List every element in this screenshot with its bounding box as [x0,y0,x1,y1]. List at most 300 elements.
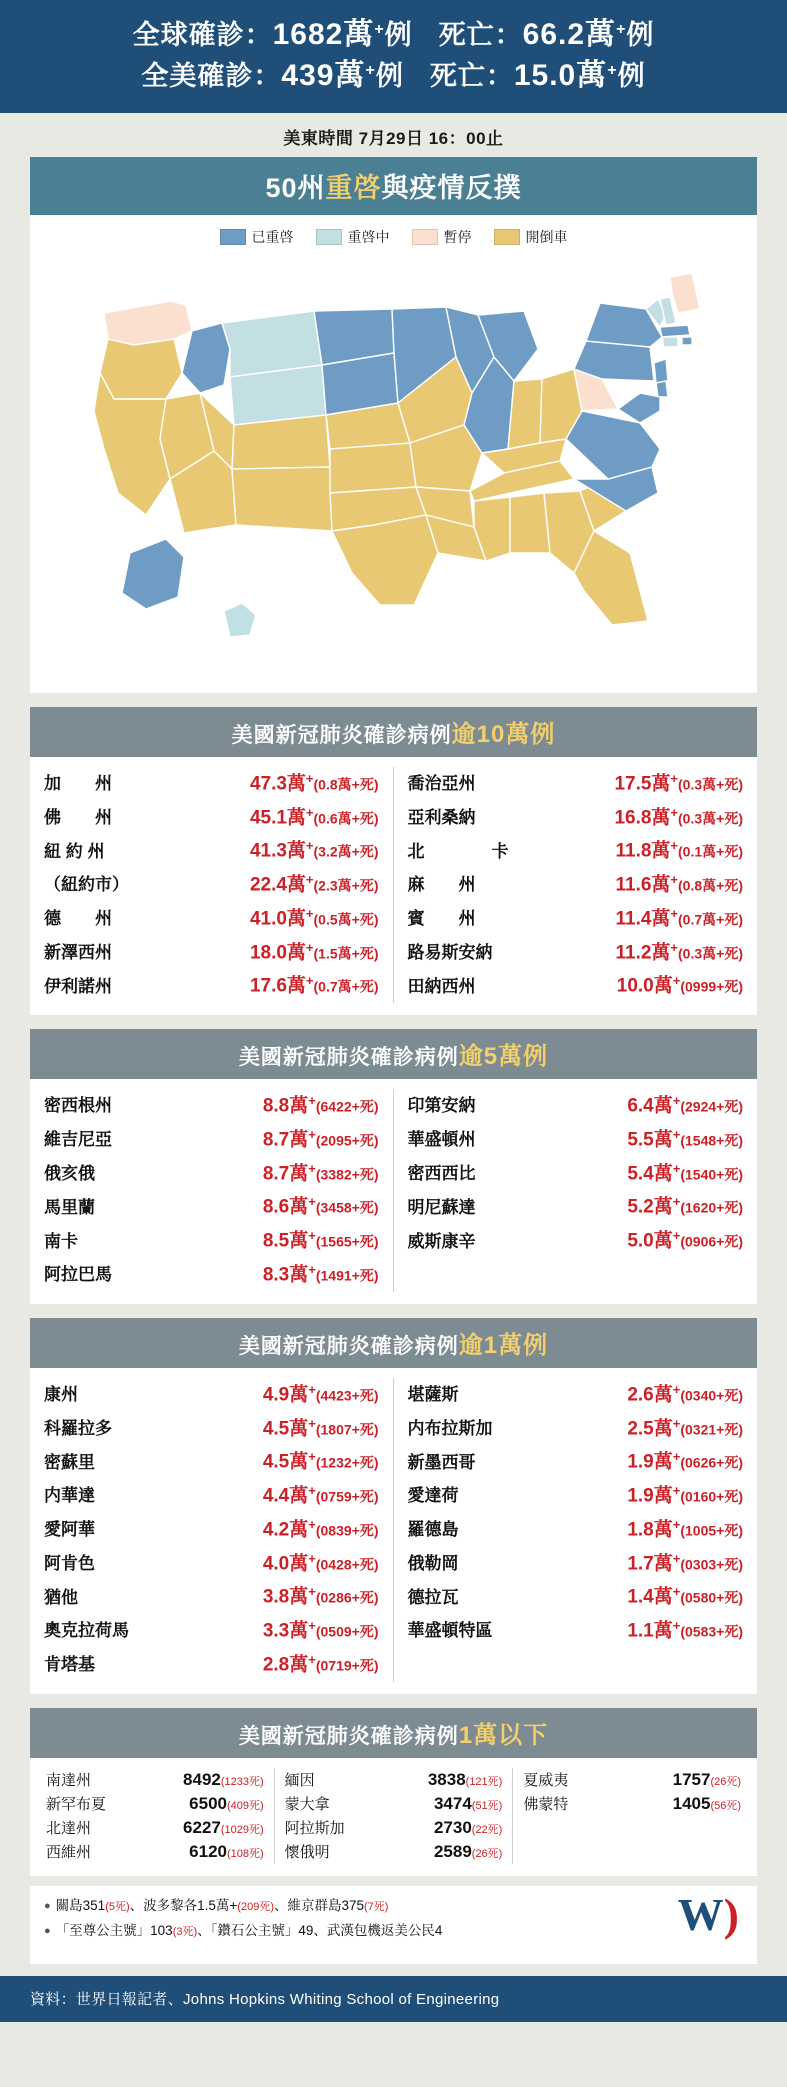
state-deaths: (0.7萬 [678,911,717,928]
state-name: 新澤西州 [44,942,112,962]
state-cases: 45.1萬 [249,806,306,828]
table-row [408,1157,744,1191]
table-row [44,969,379,1003]
state-cases: 16.8萬 [614,806,671,828]
table-row [408,1123,744,1157]
colon-3: ： [253,61,282,92]
state-cases: 1.7萬 [627,1552,673,1574]
deaths-plus: + [716,1132,725,1149]
table-row [408,868,744,902]
state-name: 蒙大拿 [284,1796,330,1814]
global-deaths-unit: 例 [626,20,655,50]
state-name: 肯塔基 [44,1655,95,1675]
state-cases: 11.4萬 [615,908,671,930]
state-deaths: (0580 [680,1589,717,1606]
usa-summary-line [0,55,787,96]
deaths-tail: 死) [724,1098,743,1115]
note-grand-princess: 「至尊公主號」103 [55,1922,173,1938]
state-cases: 3.8萬 [262,1586,309,1608]
table-row [408,1412,744,1446]
state-cases: 11.8萬 [615,840,671,862]
state-virginia [566,411,660,479]
plus-sign: + [308,1261,316,1277]
state-name: 阿拉巴馬 [44,1265,112,1285]
state-name: 亞利桑納 [407,807,476,827]
deaths-tail: 死) [359,1199,379,1216]
state-name: 密蘇里 [44,1452,95,1472]
note-guam-deaths: (5死) [105,1900,130,1913]
state-cases: 8.8萬 [262,1095,309,1117]
state-name: 内華達 [44,1486,95,1506]
state-deaths: (2095 [315,1132,352,1149]
plus-sign: + [672,1449,681,1465]
deaths-plus: + [716,1522,725,1539]
plus-sign: + [305,770,314,786]
state-name: 科羅拉多 [44,1418,112,1438]
state-deaths: (0.1萬 [678,843,717,860]
legend-item-reopening [316,227,390,247]
deaths-plus: + [716,1488,725,1505]
table-row [44,1412,379,1446]
state-cases: 1757 [672,1770,711,1790]
state-deaths: (6422 [315,1098,352,1115]
state-deaths: (0839 [315,1522,352,1539]
deaths-plus: + [351,1233,360,1250]
table-row [44,834,379,868]
list-item [285,1816,503,1840]
legend-swatch-reopened [220,229,246,245]
table-row [408,1614,744,1648]
plus-sign: + [308,1126,316,1142]
state-deaths: (0.3萬 [678,776,717,793]
table-row [44,1445,379,1479]
state-cases: 8492 [183,1770,221,1790]
section-title-over-10k [30,1318,757,1368]
deaths-plus: + [351,978,360,995]
state-cases: 2.5萬 [627,1417,673,1439]
legend-label-rollback: 開倒車 [525,228,568,245]
state-deaths: (26死) [710,1776,742,1789]
plus-sign: + [670,872,679,888]
deaths-plus: + [351,911,360,928]
deaths-tail: 死) [359,1132,379,1149]
state-name: 德 州 [44,909,112,929]
plus-sign: + [308,1449,316,1465]
state-name: 俄亥俄 [44,1164,95,1183]
deaths-tail: 死) [359,776,379,793]
table-row [408,1378,744,1412]
column-right-2 [394,1089,758,1292]
deaths-plus: + [351,1420,360,1437]
global-cases-unit: 例 [384,20,413,50]
state-cases: 1.9萬 [627,1485,673,1507]
state-deaths: (0906 [680,1233,717,1250]
table-row [408,1224,744,1258]
state-deaths: (0303 [680,1555,717,1572]
state-deaths: (1620 [680,1199,717,1216]
state-oregon [100,339,182,399]
state-deaths: (1491 [315,1267,352,1284]
deaths-plus: + [716,877,725,894]
state-name: 印第安納 [407,1096,476,1116]
state-cases: 4.5萬 [262,1417,309,1439]
state-name: 康州 [44,1385,78,1405]
state-cases: 2730 [433,1818,472,1838]
state-deaths: (51死) [471,1800,503,1813]
deaths-plus: + [716,978,725,995]
deaths-tail: 死) [724,1420,743,1437]
deaths-tail: 死) [359,944,379,961]
plus-sign: + [305,905,314,921]
plus-sign: + [305,973,314,989]
plus-sign: + [672,1516,681,1532]
global-summary-line [0,14,787,55]
state-deaths: (1807 [315,1420,352,1437]
deaths-plus: + [351,1387,360,1404]
state-cases: 11.6萬 [615,874,671,896]
state-deaths: (1233死) [220,1776,264,1789]
deaths-tail: 死) [724,843,743,860]
plus-sign: + [305,838,314,854]
plus-sign: + [670,838,679,854]
deaths-tail: 死) [724,1522,743,1539]
deaths-tail: 死) [724,911,743,928]
deaths-tail: 死) [724,1387,743,1404]
state-deaths: (2.3萬 [313,877,352,894]
deaths-tail: 死) [359,1166,379,1182]
section-title-under-10k [30,1708,757,1758]
map-title-prefix: 50州 [265,172,326,203]
deaths-tail: 死) [724,1199,743,1216]
deaths-plus: + [351,1589,360,1606]
bullet-icon: ● [44,1924,51,1937]
column-right-1 [394,767,758,1003]
table-row [408,1479,744,1513]
list-item [285,1840,503,1864]
table-row [408,902,744,936]
note-puertorico-deaths: (209死) [237,1900,274,1913]
deaths-tail: 死) [724,1454,743,1471]
deaths-tail: 死) [359,843,379,860]
state-name: 愛達荷 [407,1486,459,1506]
state-deaths: (0.6萬 [313,809,352,826]
plus-sign: + [305,804,314,820]
list-item [523,1768,741,1792]
deaths-plus: + [351,1098,360,1115]
list-item [285,1768,503,1792]
state-washington [104,301,192,345]
state-deaths: (121死) [465,1776,503,1789]
worldjournal-logo [677,1888,739,1940]
deaths-plus: + [351,1522,360,1539]
plus-sign: + [670,905,679,921]
deaths-tail: 死) [724,1589,743,1606]
deaths-tail: 死) [359,1233,379,1250]
table-row [44,1479,379,1513]
state-name: 華盛頓特區 [407,1621,493,1641]
plus-sign: + [672,1381,681,1397]
map-legend [30,215,757,253]
table-row [408,834,744,868]
deaths-plus: + [716,776,725,793]
legend-label-reopened: 已重啓 [251,228,294,245]
state-name: 喬治亞州 [407,774,476,794]
deaths-tail: 死) [724,877,743,894]
state-deaths: (1029死) [220,1824,264,1837]
global-cases-value: 1682萬 [272,18,375,51]
map-title-highlight: 重啓 [325,172,382,203]
section-over-100k [30,707,757,1015]
state-deaths: (1005 [680,1522,717,1539]
state-cases: 17.6萬 [249,975,306,997]
state-deaths: (0321 [680,1420,717,1437]
table-row [408,1190,744,1224]
deaths-plus: + [716,809,725,826]
deaths-plus: + [716,911,725,928]
state-rhodeisland [682,337,692,345]
section-title-prefix-2: 美國新冠肺炎確診病例 [238,1046,459,1070]
state-name: 伊利諾州 [44,976,112,996]
state-deaths: (0626 [680,1454,717,1471]
plus-sign: + [672,1550,681,1566]
table-row [408,1089,744,1123]
deaths-tail: 死) [359,1098,379,1115]
table-row [44,1580,379,1614]
state-name: 新墨西哥 [407,1452,476,1472]
plus-sign: + [672,1093,681,1109]
state-cases: 18.0萬 [249,941,306,963]
state-deaths: (4423 [315,1387,352,1404]
state-name: 愛阿華 [44,1520,95,1540]
map-card [30,157,757,693]
state-cases: 5.4萬 [627,1163,673,1184]
column-left-2 [30,1089,394,1292]
deaths-plus: + [351,1132,360,1149]
deaths-plus: + [351,1199,360,1216]
plus-sign: + [672,1160,681,1176]
note-grand-princess-deaths: (3死) [172,1925,198,1938]
deaths-tail: 死) [724,1555,743,1572]
state-name: 夏威夷 [523,1772,569,1790]
state-name: 猶他 [44,1587,78,1607]
deaths-tail: 死) [724,978,743,995]
deaths-plus: + [716,1199,725,1216]
plus-sign: + [308,1093,316,1109]
plus-sign: + [308,1228,316,1244]
state-name: 紐 約 州 [44,841,105,861]
usa-deaths-value: 15.0萬 [513,59,608,93]
deaths-plus: + [716,843,725,860]
list-item [46,1768,264,1792]
state-cases: 3.3萬 [262,1620,309,1642]
legend-label-paused: 暫停 [443,228,472,245]
state-deaths: (0509 [315,1623,352,1640]
deaths-plus: + [351,776,360,793]
deaths-tail: 死) [359,1555,379,1572]
state-massachusetts [660,325,690,337]
state-name: 阿肯色 [44,1553,95,1573]
note-virginislands-deaths: (7死) [364,1900,389,1913]
plus-sign: + [672,973,681,989]
state-cases: 4.9萬 [262,1384,309,1406]
table-row [408,936,744,970]
plus-sign: + [672,1584,681,1600]
state-name: 堪薩斯 [407,1385,459,1405]
state-connecticut [662,337,678,347]
state-cases: 4.5萬 [262,1451,309,1473]
list-item [523,1792,741,1816]
table-row [44,767,379,801]
deaths-tail: 死) [359,809,379,826]
state-indiana [508,379,542,449]
state-name: 緬因 [284,1772,315,1790]
deaths-tail: 死) [724,944,743,961]
state-cases: 6500 [189,1794,227,1814]
state-name: 麻 州 [407,875,476,895]
state-cases: 3838 [427,1770,466,1790]
legend-label-reopening: 重啓中 [347,228,390,245]
deaths-tail: 死) [359,1454,379,1471]
state-delaware [656,381,668,397]
state-cases: 8.7萬 [262,1129,309,1151]
table-row [44,1614,379,1648]
state-name: 佛 州 [44,807,112,827]
section-title-highlight-2: 逾5萬例 [458,1043,549,1071]
summary-banner [0,0,787,113]
deaths-plus: + [716,1387,725,1404]
state-maine [670,273,700,313]
state-alaska [122,539,184,609]
map-title-suffix: 與疫情反撲 [381,172,522,203]
plus-sign: + [308,1415,316,1431]
table-row [44,1190,379,1224]
deaths-plus: + [716,1233,725,1250]
deaths-plus: + [716,1623,725,1640]
state-name: 佛蒙特 [523,1796,569,1814]
us-map [30,253,757,683]
state-cases: 11.2萬 [615,941,671,963]
usa-deaths-unit: 例 [617,61,646,92]
deaths-plus: + [351,1454,360,1471]
logo-dot: ) [723,1888,739,1940]
state-deaths: (0160 [680,1488,717,1505]
state-hawaii [224,603,256,637]
state-deaths: (1232 [315,1454,352,1471]
state-deaths: (1565 [315,1233,352,1250]
state-name: 德拉瓦 [407,1587,459,1607]
deaths-tail: 死) [724,1166,743,1182]
footnote-2 [44,1919,743,1944]
plus-sign: + [305,939,314,955]
state-deaths: (409死) [226,1800,264,1813]
state-deaths: (0583 [680,1623,717,1640]
plus-sign: + [670,804,679,820]
section-over-10k [30,1318,757,1694]
state-name: （紐約市） [44,875,129,895]
state-name: 北 卡 [407,841,520,861]
state-deaths: (0428 [315,1555,352,1572]
list-item [46,1816,264,1840]
deaths-tail: 死) [359,1589,379,1606]
note-territory-puertorico: 、波多黎各1.5萬+ [129,1897,238,1913]
global-deaths-plus: + [616,21,627,38]
state-deaths: (22死) [471,1824,503,1837]
table-row [44,1157,379,1191]
state-cases: 4.2萬 [262,1519,309,1541]
state-deaths: (0.3萬 [678,809,717,826]
state-cases: 1.1萬 [627,1620,673,1642]
section-title-highlight-1: 逾10萬例 [451,720,556,748]
state-idaho [182,323,230,393]
state-deaths: (3382 [315,1166,352,1182]
deaths-plus: + [716,1454,725,1471]
plus-sign: + [308,1651,316,1667]
bullet-icon: ● [44,1899,51,1912]
table-row [44,801,379,835]
deaths-tail: 死) [359,978,379,995]
state-deaths: (2924 [680,1098,717,1115]
plus-sign: + [308,1160,316,1176]
column-left-1 [30,767,394,1003]
state-deaths: (0340 [680,1387,717,1404]
state-name: 懷俄明 [284,1844,330,1862]
under-column-3 [513,1768,751,1864]
plus-sign: + [308,1381,316,1397]
section-title-prefix-1: 美國新冠肺炎確診病例 [231,723,452,747]
plus-sign: + [672,1415,681,1431]
state-cases: 2.6萬 [627,1384,673,1406]
state-cases: 22.4萬 [249,874,306,896]
table-row [44,868,379,902]
state-cases: 8.6萬 [262,1196,309,1218]
state-deaths: (0.8萬 [678,877,717,894]
deaths-plus: + [716,1555,725,1572]
note-territory-guam: 關島351 [55,1897,106,1913]
state-newjersey [654,359,668,383]
deaths-plus: + [351,1555,360,1572]
table-row [408,1445,744,1479]
state-colorado [232,415,330,469]
state-deaths: (0286 [315,1589,352,1606]
deaths-tail: 死) [724,809,743,826]
state-cases: 47.3萬 [249,773,306,795]
state-cases: 3474 [433,1794,472,1814]
table-row [44,1224,379,1258]
deaths-plus: + [716,1098,725,1115]
table-row [44,1123,379,1157]
table-row [408,1547,744,1581]
source-footer: 資料：世界日報記者、Johns Hopkins Whiting School of Engineering [0,1976,787,2022]
colon-1: ： [244,20,273,50]
deaths-plus: + [351,809,360,826]
table-row [408,1513,744,1547]
state-name: 羅德島 [407,1520,459,1540]
state-maryland [618,393,660,423]
section-title-highlight-4: 1萬以下 [458,1721,549,1749]
state-cases: 41.0萬 [249,908,306,930]
deaths-tail: 死) [359,1267,379,1284]
global-cases-plus: + [374,21,385,38]
state-cases: 6.4萬 [627,1095,673,1117]
state-cases: 1405 [672,1794,711,1814]
state-name: 維吉尼亞 [44,1130,112,1150]
state-deaths: (0759 [315,1488,352,1505]
plus-sign: + [672,1483,681,1499]
colon-2: ： [494,20,523,50]
table-row [408,801,744,835]
deaths-plus: + [351,1488,360,1505]
deaths-tail: 死) [359,1488,379,1505]
